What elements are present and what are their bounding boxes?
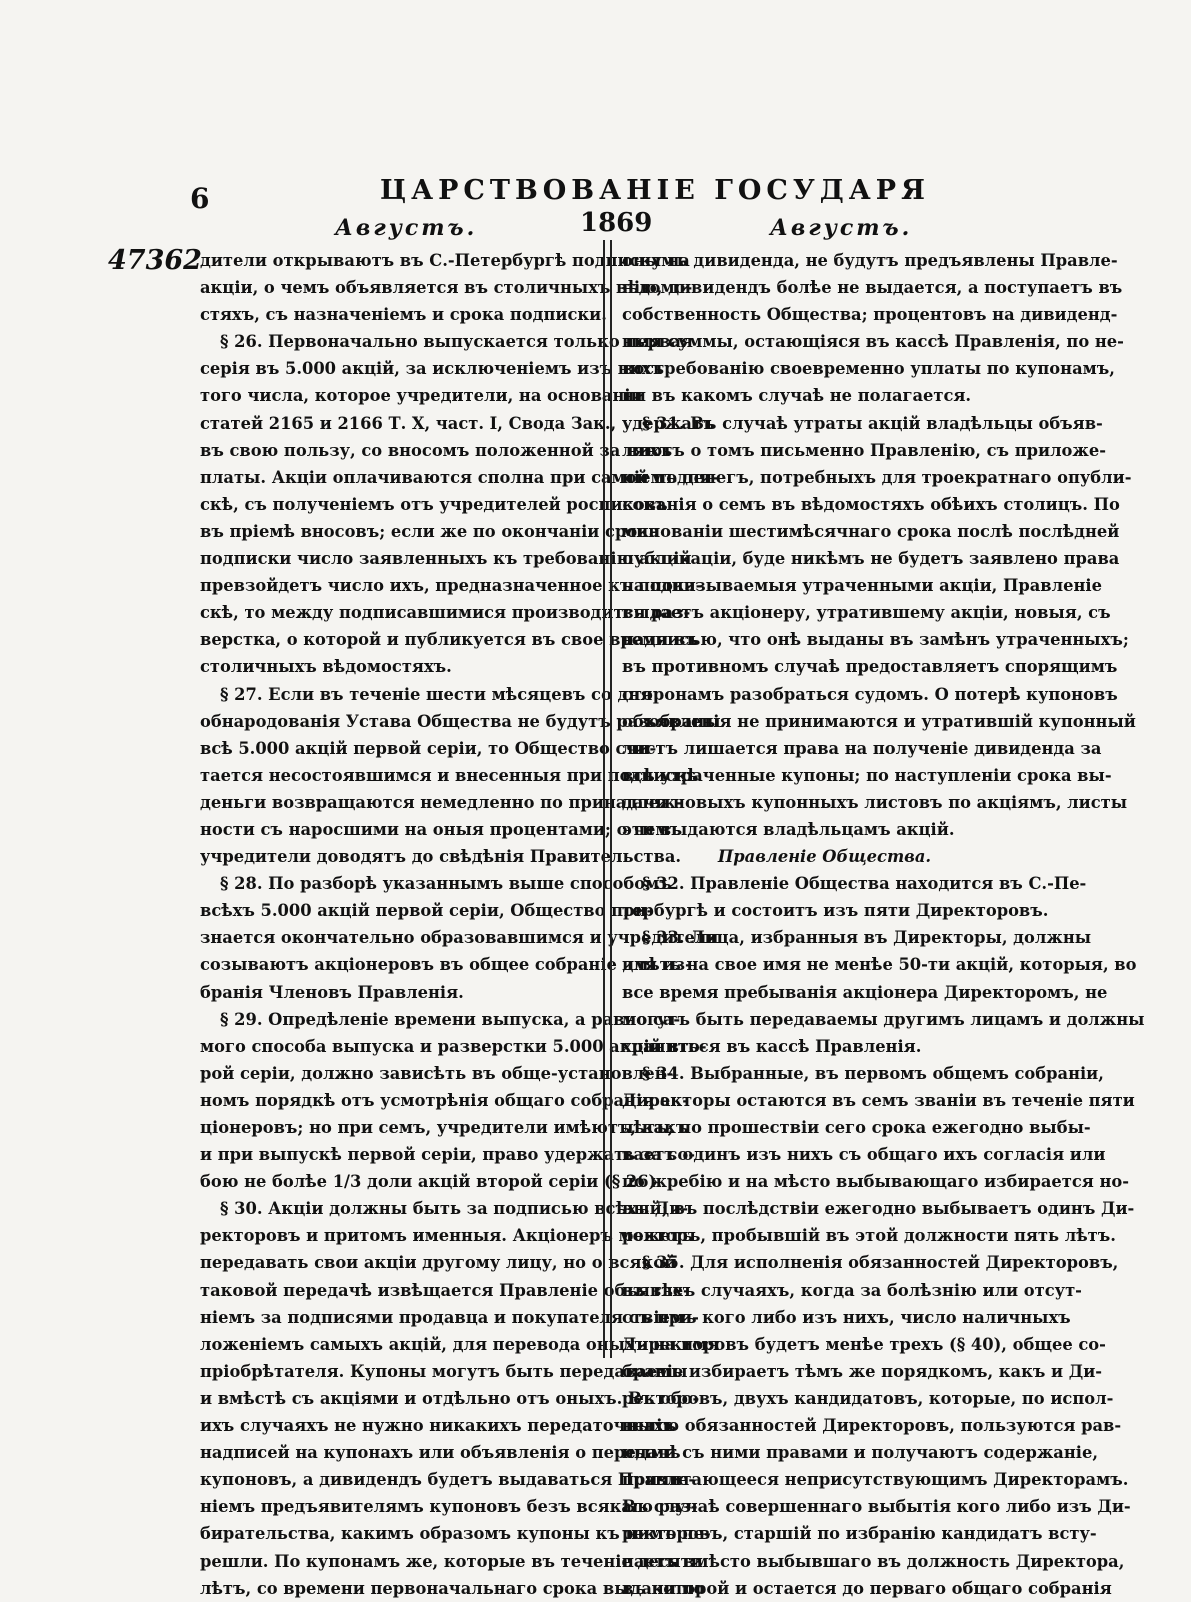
text-line: имѣть на свое имя не менѣе 50-ти акцій, которыя, во <box>622 955 1137 975</box>
text-line: верстка, о которой и публикуется въ свое время въ <box>200 630 698 650</box>
text-line: въ свою пользу, со вносомъ положенной за нихъ <box>200 440 673 460</box>
right-text-column <box>622 247 1145 1602</box>
text-line: серія въ 5.000 акцій, за исключеніемъ изъ нихъ <box>200 359 664 379</box>
text-line: ложеніемъ самыхъ акцій, для перевода оныхъ на имя <box>200 1334 720 1354</box>
text-line: паетъ вмѣсто выбывшаго въ должность Директора, <box>622 1551 1125 1571</box>
text-line: все время пребыванія акціонера Директоромъ, не <box>622 982 1108 1002</box>
text-line: § 32. Правленіе Общества находится въ С.-Пе- <box>642 874 1087 894</box>
text-line: ректоръ, пробывшій въ этой должности пять лѣтъ. <box>622 1226 1116 1246</box>
text-line: § 27. Если въ теченіе шести мѣсяцевъ со дня <box>220 684 653 704</box>
text-line: минованіи шестимѣсячнаго срока послѣ послѣдней <box>622 521 1120 541</box>
text-line: статей 2165 и 2166 Т. X, част. I, Свода Зак., удержатъ <box>200 413 715 433</box>
text-line: въ которой и остается до перваго общаго собранія <box>622 1578 1112 1598</box>
text-line: бирательства, какимъ образомъ купоны къ нимъ пе- <box>200 1524 711 1544</box>
text-line: лѣтъ, со времени первоначальнаго срока выдачи по <box>200 1578 705 1598</box>
text-line: мого способа выпуска и разверстки 5.000 акцій вто- <box>200 1036 707 1056</box>
text-line: могутъ быть передаваемы другимъ лицамъ и должны <box>622 1009 1145 1029</box>
text-line: дители открываютъ въ С.-Петербургѣ подписку на <box>200 251 690 270</box>
text-line: всѣ 5.000 акцій первой серіи, то Общество счи- <box>200 738 657 758</box>
text-line: въ противномъ случаѣ предоставляетъ спорящимъ <box>622 657 1118 677</box>
text-line: кованія о семъ въ вѣдомостяхъ обѣихъ столицъ. По <box>622 494 1120 514</box>
text-line: того числа, которое учредители, на основаніи <box>200 386 643 406</box>
text-line: ныя суммы, остающіяся въ кассѣ Правленія, по не- <box>622 332 1124 352</box>
text-line: § 31. Въ случаѣ утраты акцій владѣльцы объяв- <box>642 413 1103 433</box>
text-line: ректоровъ, старшій по избранію кандидатъ всту- <box>622 1524 1097 1544</box>
text-line: § 33. Лица, избранныя въ Директоры, должны <box>642 928 1092 948</box>
text-line: передавать свои акціи другому лицу, но о всякой <box>200 1253 677 1273</box>
text-line: решли. По купонамъ же, которые въ теченіе десяти <box>200 1551 703 1571</box>
text-line: ніемъ за подписями продавца и покупателя съ при- <box>200 1307 699 1327</box>
text-line: дачи новыхъ купонныхъ листовъ по акціямъ, листы <box>622 792 1128 812</box>
text-line: причитающееся неприсутствующимъ Директорамъ. <box>622 1470 1129 1490</box>
text-line: стяхъ, съ назначеніемъ и срока подписки. <box>200 305 607 325</box>
text-line: пріобрѣтателя. Купоны могутъ быть передаваемы <box>200 1361 688 1381</box>
text-line: § 34. Выбранные, въ первомъ общемъ собраніи, <box>642 1063 1104 1083</box>
text-line: ненію обязанностей Директоровъ, пользуются рав- <box>622 1416 1122 1436</box>
text-line: востребованію своевременно уплаты по купонамъ, <box>622 359 1115 379</box>
text-line: и при выпускѣ первой серіи, право удержать за со- <box>200 1145 696 1165</box>
text-line: созываютъ акціонеровъ въ общее собраніе для из- <box>200 955 692 975</box>
text-line: ніемъ предъявителямъ купоновъ безъ всякаго раз- <box>200 1497 698 1517</box>
text-line: деньги возвращаются немедленно по принадлеж- <box>200 792 683 812</box>
text-line: платы. Акціи оплачиваются сполна при самой подпи- <box>200 467 719 487</box>
text-line: надписью, что онѣ выданы въ замѣнъ утраченныхъ; <box>622 630 1129 650</box>
text-line: листъ лишается права на полученіе дивиденда за <box>622 738 1102 758</box>
text-line: Директоры остаются въ семъ званіи въ теченіе пяти <box>622 1090 1135 1110</box>
header-month-right: Августъ. <box>770 215 913 241</box>
text-line: скѣ, то между подписавшимися производится раз- <box>200 603 691 623</box>
text-line: ихъ случаяхъ не нужно никакихъ передаточныхъ <box>200 1416 676 1436</box>
text-line: лѣтъ; по прошествіи сего срока ежегодно выбы- <box>622 1118 1091 1137</box>
text-line: по жребію и на мѣсто выбывающаго избирается но- <box>622 1172 1130 1192</box>
text-line: вый; въ послѣдствіи ежегодно выбываетъ одинъ Ди- <box>622 1199 1135 1219</box>
text-line: выдаетъ акціонеру, утратившему акціи, новыя, съ <box>622 603 1111 623</box>
page-number: 6 <box>190 182 210 215</box>
text-line: учредители доводятъ до свѣдѣнія Правительства. <box>200 847 682 867</box>
text-line: § 26. Первоначально выпускается только первая <box>220 332 693 352</box>
text-line: публикаціи, буде никѣмъ не будетъ заявлено права <box>622 549 1120 569</box>
text-line: Въ случаѣ совершеннаго выбытія кого либо изъ Ди- <box>622 1497 1131 1517</box>
text-line: ни въ какомъ случаѣ не полагается. <box>622 386 972 406</box>
text-line: рой серіи, должно зависѣть въ обще-установлен- <box>200 1063 674 1083</box>
text-line: ректоровъ и притомъ именныя. Акціонеръ можетъ <box>200 1226 693 1246</box>
text-line: надписей на купонахъ или объявленія о передачѣ <box>200 1443 681 1463</box>
text-line: обнародованія Устава Общества не будутъ разобраны <box>200 711 721 731</box>
text-line: акціи, о чемъ объявляется въ столичныхъ вѣдомо- <box>200 278 693 298</box>
text-line: ляютъ о томъ письменно Правленію, съ приложе- <box>622 440 1106 460</box>
text-line: всѣ утраченные купоны; по наступленіи срока вы- <box>622 765 1112 785</box>
text-line: Правленіе Общества. <box>717 847 932 867</box>
text-line: ствіемъ кого либо изъ нихъ, число наличныхъ <box>622 1307 1071 1327</box>
text-line: § 35. Для исполненія обязанностей Директоровъ, <box>642 1253 1119 1273</box>
text-line: тается несостоявшимся и внесенныя при подпискѣ <box>200 765 699 785</box>
text-line: онымъ дивиденда, не будутъ предъявлены Правле- <box>622 251 1118 270</box>
text-line: бою не болѣе 1/3 доли акцій второй серіи (§ 26). <box>200 1172 662 1192</box>
text-line: и вмѣстѣ съ акціями и отдѣльно отъ оныхъ. Въ обо- <box>200 1388 700 1408</box>
document-number: 47362 <box>108 245 202 276</box>
text-line: нію, дивидендъ болѣе не выдается, а поступаетъ въ <box>622 278 1123 298</box>
text-line: храниться въ кассѣ Правленія. <box>622 1036 922 1056</box>
text-line: эти выдаются владѣльцамъ акцій. <box>622 819 955 839</box>
left-text-column <box>200 247 721 1602</box>
text-line: превзойдетъ число ихъ, предназначенное къ подпи- <box>200 576 703 596</box>
text-line: номъ порядкѣ отъ усмотрѣнія общаго собранія ак- <box>200 1090 689 1110</box>
text-line: ными съ ними правами и получаютъ содержаніе, <box>622 1443 1098 1463</box>
text-line: собственность Общества; процентовъ на дивиденд- <box>622 305 1118 325</box>
text-line: § 28. По разборѣ указаннымъ выше способомъ <box>220 874 672 894</box>
text-line: бранія Членовъ Правленія. <box>200 982 464 1002</box>
text-line: ректоровъ, двухъ кандидатовъ, которые, по испол- <box>622 1388 1114 1408</box>
text-line: ности съ наросшими на оныя процентами; о чемъ <box>200 819 683 839</box>
column-divider <box>603 240 612 1358</box>
text-line: всѣхъ 5.000 акцій первой серіи, Общество при- <box>200 901 654 921</box>
text-line: Директоровъ будетъ менѣе трехъ (§ 40), общее со- <box>622 1334 1106 1354</box>
text-line: § 29. Опредѣленіе времени выпуска, а равно са- <box>220 1009 681 1029</box>
text-line: подписки число заявленныхъ къ требованію акцій <box>200 549 692 569</box>
text-line: знается окончательно образовавшимся и учредители <box>200 928 719 948</box>
text-line: браніе избираетъ тѣмъ же порядкомъ, какъ и Ди- <box>622 1361 1103 1381</box>
text-line: таковой передачѣ извѣщается Правленіе объявле- <box>200 1280 690 1300</box>
header-year: 1869 <box>580 208 653 238</box>
text-line: ціонеровъ; но при семъ, учредители имѣютъ, какъ <box>200 1118 689 1137</box>
text-line: объявленія не принимаются и утратившій купонный <box>622 711 1136 731</box>
text-line: на показываемыя утраченными акціи, Правленіе <box>622 576 1102 596</box>
text-line: купоновъ, а дивидендъ будетъ выдаваться Правле- <box>200 1470 696 1490</box>
text-line: въ тѣхъ случаяхъ, когда за болѣзнію или отсут- <box>622 1280 1082 1300</box>
header-month-left: Августъ. <box>335 215 478 241</box>
text-line: ваетъ одинъ изъ нихъ съ общаго ихъ согласія или <box>622 1145 1106 1165</box>
text-line: тербургѣ и состоитъ изъ пяти Директоровъ. <box>622 901 1049 921</box>
text-line: скѣ, съ полученіемъ отъ учредителей росписокъ <box>200 494 668 514</box>
running-title: ЦАРСТВОВАНІЕ ГОСУДАРЯ <box>380 175 930 206</box>
text-line: сторонамъ разобраться судомъ. О потерѣ купоновъ <box>622 684 1118 704</box>
text-line: ніемъ денегъ, потребныхъ для троекратнаго опубли- <box>622 467 1132 487</box>
text-line: въ пріемѣ вносовъ; если же по окончаніи срока <box>200 521 660 541</box>
text-line: § 30. Акціи должны быть за подписью всѣхъ Ди- <box>220 1199 689 1219</box>
text-line: столичныхъ вѣдомостяхъ. <box>200 657 452 677</box>
